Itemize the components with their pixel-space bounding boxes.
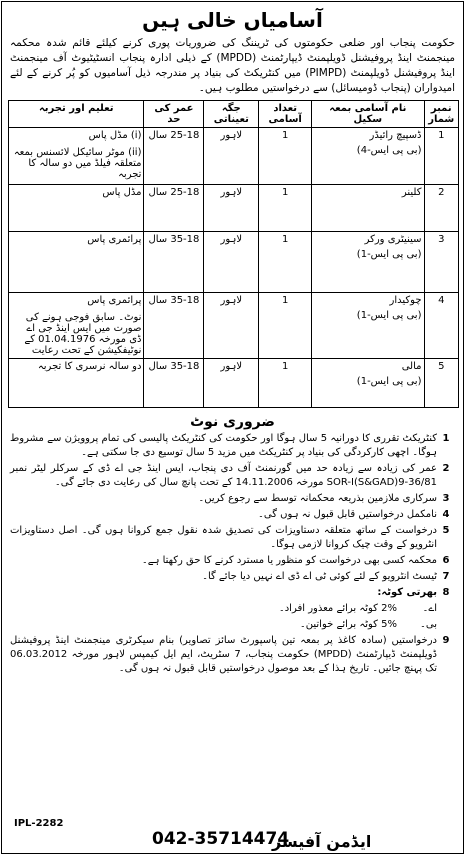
education-line: پرائمری پاس [87,234,142,245]
header-education: تعلیم اور تجربہ [9,101,144,128]
note-text: عمر کی زیادہ سے زیادہ حد میں گورنمنٹ آف دی پنجاب، ایس اینڈ جی اے ڈی کے سرکلر لیٹر نمبر SOR-I(S&GAD)9-36/81 مورخہ 14.11.2006 کے تحت پانچ سال کی رعایت دی جائے گی۔ [10,463,437,488]
post-count-cell: 1 [259,359,312,408]
education-cell [9,232,144,293]
post-name: چوکیدار [389,295,422,306]
note-item [10,462,455,490]
note-text: درخواستیں (سادہ کاغذ پر بمعہ تین پاسپورٹ سائز تصاویر) بنام سیکرٹری مینجمنٹ اینڈ پروفیشنل ڈویلپمنٹ ڈیپارٹمنٹ (MPDD) حکومت پنجاب، 7 سٹریٹ، ایم ایل کیمپس لاہور مورخہ 06.03.2012 تک پہنچ جائیں۔ تاریخ ہذا کے بعد موصول درخواستیں قابل قبول نہ ہوں گی۔ [10,635,438,674]
post-name: کلینر [401,187,422,198]
post-count-cell: 1 [259,185,312,232]
education-cell [9,293,144,359]
quota-item [10,618,437,632]
note-number: 7 [442,571,450,582]
note-text: بھرتی کوٹہ: [377,587,437,598]
serial-cell: 4 [424,293,459,359]
note-item [10,554,455,568]
notes-list [2,432,463,676]
quota-label: بی۔ [420,619,437,630]
header-posting-place: جگہ تعیناتی [204,101,259,128]
note-number: 2 [442,463,450,474]
education-line-2: نوٹ۔ سابق فوجی ہونے کی صورت میں ایس اینڈ جی اے ڈی مورخہ 01.04.1976 کے نوٹیفکیشن کے تحت رعایت [24,312,142,356]
posting-place-cell: لاہور [204,359,259,408]
serial-cell: 2 [424,185,459,232]
education-line: دو سالہ نرسری کا تجربہ [37,361,142,372]
notes-heading: ضروری نوٹ [190,414,275,430]
ipl-reference: IPL-2282 [14,818,64,829]
header-post-count: تعداد آسامی [259,101,312,128]
quota-text: 5% کوٹہ برائے خواتین۔ [299,619,397,630]
posting-place-cell: لاہور [204,128,259,185]
admin-officer-signature: ایڈمن آفیسر [272,832,372,851]
vacancies-table [8,100,459,408]
table-row [9,232,459,293]
header-post-name: نام آسامی بمعہ سکیل [312,101,424,128]
post-count-cell: 1 [259,232,312,293]
post-name: مالی [401,361,422,372]
post-name-cell [312,293,424,359]
note-number: 5 [442,525,450,536]
post-name: ڈسپیچ رائیڈر [369,130,422,141]
page-title: آسامیاں خالی ہیں [142,8,323,32]
note-text: کنٹریکٹ تقرری کا دورانیہ 5 سال ہوگا اور حکومت کی کنٹریکٹ پالیسی کی تمام پروویژن سے مشروط ہوگا۔ اچھی کارکردگی کی بنیاد پر کنٹریکٹ میں مزید 5 سال توسیع دی جا سکتی ہے۔ [10,433,437,458]
table-row [9,359,459,408]
serial-cell: 5 [424,359,459,408]
post-count-cell: 1 [259,128,312,185]
post-scale: (بی پی ایس-4) [356,145,422,156]
note-item [10,432,455,460]
note-item [10,570,455,584]
education-line: مڈل پاس [102,187,142,198]
post-scale: (بی پی ایس-1) [356,310,422,321]
intro-paragraph: حکومت پنجاب اور ضلعی حکومتوں کی ٹریننگ کی ضروریات پوری کرنے کیلئے قائم شدہ محکمہ مینجمنٹ اینڈ پروفیشنل ڈویلپمنٹ ڈیپارٹمنٹ (MPDD) کے ذیلی ادارہ پنجاب انسٹیٹیوٹ آف مینجمنٹ اینڈ پروفیشنل ڈویلپمنٹ (PIMPD) میں کنٹریکٹ کی بنیاد پر مندرجہ ذیل آسامیوں کو پُر کرنے کے لئے امیدواران (پنجاب ڈومیسائل) سے درخواستیں مطلوب ہیں۔ [10,37,456,94]
note-item [10,524,455,552]
education-cell [9,359,144,408]
post-name-cell [312,128,424,185]
education-cell [9,185,144,232]
note-number: 9 [442,635,450,646]
note-item [10,586,455,600]
header-age-limit: عمر کی حد [144,101,204,128]
quota-item [10,602,437,616]
note-number: 3 [442,493,450,504]
education-line-2: (ii) موٹر سائیکل لائسنس بمعہ متعلقہ فیلڈ میں دو سالہ کا تجربہ [13,147,142,180]
posting-place-cell: لاہور [204,185,259,232]
note-text: درخواست کے ساتھ متعلقہ دستاویزات کی تصدیق شدہ نقول جمع کروانا ہوں گی۔ اصل دستاویزات انٹرویو کے وقت چیک کروانا لازمی ہوگا۔ [10,525,437,550]
note-item [10,634,455,676]
age-limit-cell: 35-18 سال [144,232,204,293]
note-item [10,508,455,522]
post-scale: (بی پی ایس-1) [356,376,422,387]
age-limit-cell: 35-18 سال [144,359,204,408]
posting-place-cell: لاہور [204,232,259,293]
note-text: محکمہ کسی بھی درخواست کو منظور یا مسترد کرنے کا حق رکھتا ہے۔ [141,555,437,566]
education-line: (i) مڈل پاس [88,130,142,141]
note-text: ٹیسٹ انٹرویو کے لئے کوئی ٹی اے ڈی اے نہیں دیا جائے گا۔ [202,571,437,582]
posting-place-cell: لاہور [204,293,259,359]
age-limit-cell: 25-18 سال [144,185,204,232]
note-number: 6 [442,555,450,566]
header-serial: نمبر شمار [424,101,459,128]
note-text: سرکاری ملازمین بذریعہ محکمانہ توسط سے رجوع کریں۔ [198,493,437,504]
quota-label: اے۔ [422,603,437,614]
post-count-cell: 1 [259,293,312,359]
contact-phone: 042-35714474 [152,829,290,849]
advertisement-page [1,1,464,854]
table-row [9,293,459,359]
age-limit-cell: 35-18 سال [144,293,204,359]
post-name-cell [312,185,424,232]
education-cell [9,128,144,185]
age-limit-cell: 25-18 سال [144,128,204,185]
quota-text: 2% کوٹہ برائے معذور افراد۔ [278,603,397,614]
serial-cell: 3 [424,232,459,293]
serial-cell: 1 [424,128,459,185]
note-item [10,492,455,506]
table-row [9,185,459,232]
table-row [9,128,459,185]
note-number: 1 [442,433,450,444]
post-scale: (بی پی ایس-1) [356,249,422,260]
note-number: 8 [442,587,450,598]
education-line: پرائمری پاس [87,295,142,306]
post-name: سینیٹری ورکر [364,234,422,245]
post-name-cell [312,232,424,293]
table-header-row [9,101,459,128]
note-number: 4 [442,509,450,520]
post-name-cell [312,359,424,408]
note-text: نامکمل درخواستیں قابل قبول نہ ہوں گی۔ [258,509,437,520]
